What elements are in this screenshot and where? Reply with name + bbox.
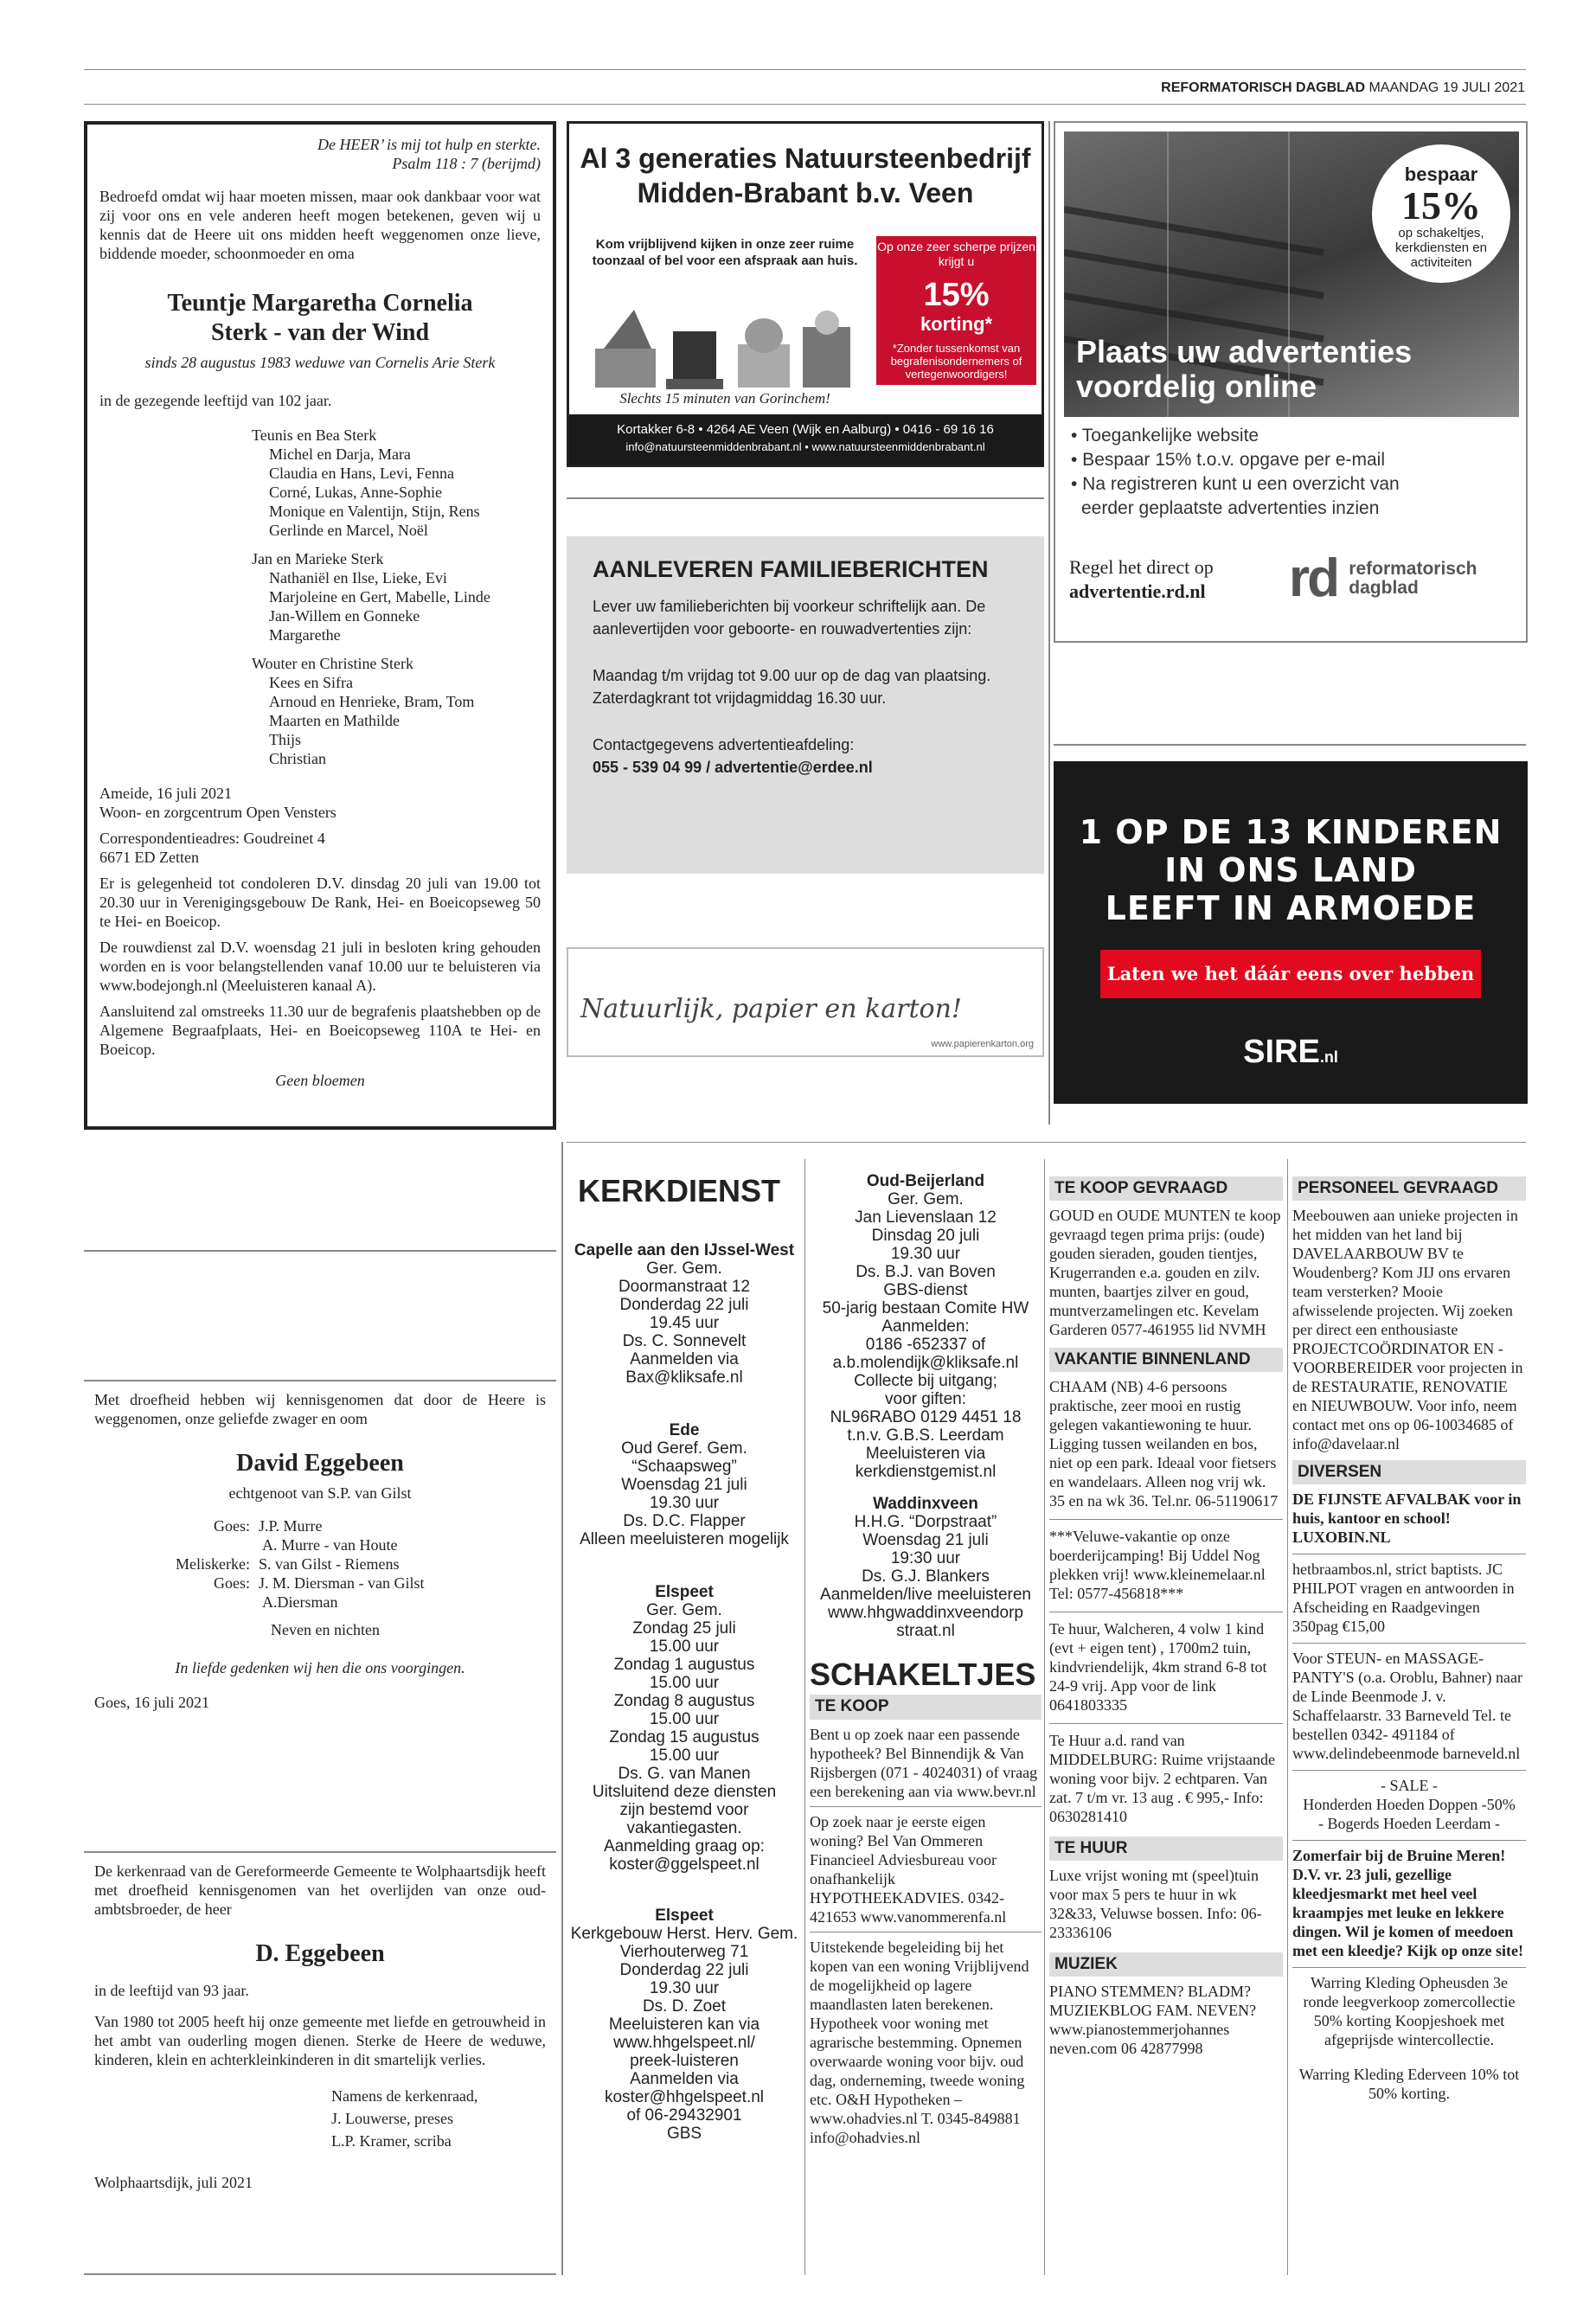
ad-stone-left: Kom vrijblijvend kijken in onze zeer ruime toonzaal of bel voor een afspraak aan huis. [592,237,858,268]
relative-row: Goes: J. M. Diersman - van Gilst [214,1574,425,1592]
ad-linde: Voor STEUN- en MASSAGE-PANTY'S (o.a. Oroblu, Bahner) naar de Linde Beenmode J. v. Schaffelaarstr. 33 Barneveld Tel. te bestellen 0342- 491184 of www.delindebeenmode barneveld.nl [1292,1650,1523,1762]
ann3-name: D. Eggebeen [255,1940,385,1967]
family-line: Arnoud en Henrieke, Bram, Tom [269,693,475,710]
schakel-ad: Bent u op zoek naar een passende hypotheek? Bel Binnendijk & Van Rijsbergen (071 - 4024031) of vraag een berekening aan via www.bevr.nl [810,1725,1038,1800]
ad-goud: GOUD en OUDE MUNTEN te koop gevraagd tegen prima prijs: (oude) gouden sieraden, gouden tientjes, Krugerranden e.a. gouden en zilv. munten, baartjes zilver en goud, muntverzamelingen etc. Kevelam Garderen 0577-461955 lid NVMH [1049,1207,1281,1338]
church-service: Capelle aan den IJssel-West Ger. Gem. Doormanstraat 12 Donderdag 22 juli 19.45 uur Ds. C. Sonnevelt Aanmelden via Bax@kliksafe.nl [574,1241,795,1387]
schakel-ad: Uitstekende begeleiding bij het kopen van een woning Vrijblijvend de mogelijkheid op lagere maandlasten laten berekenen. Hypotheek voor woning met agrarische bestemming. Opnemen overwaarde woning voor bijv. oud dag, onderneming, tweede woning etc. O&H Hypotheken – www.ohadvies.nl T. 0345-849881 info@ohadvies.nl [810,1938,1029,2146]
correspondence-postcode: 6671 ED Zetten [99,849,199,866]
ad-zomerfair: Zomerfair bij de Bruine Meren! D.V. vr. 23 juli, gezellige kleedjesmarkt met heel veel kraampjes met leuke en lekkere dingen. Wil je komen of meedoen met een kleedje? Kijk op onze site! [1292,1847,1523,1959]
church-service: Ede Oud Geref. Gem. “Schaapsweg” Woensdag 21 juli 19.30 uur Ds. D.C. Flapper Alleen meeluisteren mogelijk [580,1421,789,1548]
rd-logo: rd reformatorisch dagblad [1289,548,1477,608]
family-line: Jan-Willem en Gonneke [269,607,420,625]
family-line: Marjoleine en Gert, Mabelle, Linde [269,588,490,606]
family-line: Monique en Valentijn, Stijn, Rens [269,503,480,520]
savings-circle: bespaar 15% op schakeltjes, kerkdiensten en activiteiten [1372,144,1510,283]
church-service: Elspeet Kerkgebouw Herst. Herv. Gem. Vierhouterweg 71 Donderdag 22 juli 19.30 uur Ds. D. Zoet Meeluisteren kan via www.hhgelspeet.nl/ preek-luisteren Aanmelden via koster@hhgelspeet.nl of 06-29432901 GBS [570,1907,798,2143]
church-service: Elspeet Ger. Gem. Zondag 25 juli 15.00 uur Zondag 1 augustus 15.00 uur Zondag 8 augustus 15.00 uur Zondag 15 augustus 15.00 uur Ds. G. van Manen Uitsluitend deze diensten zijn bestemd voor vakantiegasten. Aanmelding graag op: koster@ggelspeet.nl [592,1583,777,1874]
papier-slogan: Natuurlijk, papier en karton! [580,994,962,1024]
ad-veluwe: ***Veluwe-vakantie op onze boerderijcamping! Bij Uddel Nog plekken vrij! www.kleinemelaar.nl Tel: 0577-456818*** [1049,1528,1266,1602]
ad-stone-gorinchem: Slechts 15 minuten van Gorinchem! [619,390,830,407]
classifieds-col3 [1049,1176,1283,2058]
ad-braambos: hetbraambos.nl, strict baptists. JC PHILPOT vragen en antwoorden in Afscheiding en Raadgevingen 350pag €15,00 [1292,1561,1515,1635]
correspondence: Correspondentieadres: Goudreinet 4 [99,830,325,847]
ann2-intro: Met droefheid hebben wij kennisgenomen dat door de Heere is weggenomen, onze geliefde zwager en oom [94,1391,546,1427]
family-line: Teunis en Bea Sterk [252,426,377,444]
paper-name: REFORMATORISCH DAGBLAD [1161,80,1366,95]
papier-url: www.papierenkarton.org [931,1039,1034,1049]
ann2-spouse: echtgenoot van S.P. van Gilst [228,1484,412,1502]
burial-text: Aansluitend zal omstreeks 11.30 uur de begrafenis plaatshebben op de Algemene Begraafplaats, Hei- en Boeicopseweg 110A te Hei- en Boeicop. [99,1003,541,1058]
ann3-text: Van 1980 tot 2005 heeft hij onze gemeente met liefde en getrouwheid in het ambt van ouderling mogen dienen. Sterke de Heere de weduwe, kinderen, klein en achterkleinkinderen in dit smartelijk verlies. [94,2013,546,2068]
page-header [1161,80,1525,96]
family-line: Michel en Darja, Mara [269,445,411,463]
relative-row: A.Diersman [262,1593,338,1611]
vakantie-header: VAKANTIE BINNENLAND [1049,1348,1283,1372]
col-divider-3 [1044,1159,1045,2275]
verse: De HEER’ is mij tot hulp en sterkte. [317,136,541,153]
age-text: in de gezegende leeftijd van 102 jaar. [99,392,332,409]
intro-text: Bedroefd omdat wij haar moeten missen, maar ook dankbaar voor wat zij voor ons en vele anderen heeft mogen betekenen, geven wij u kennis dat de Heere uit ons midden heeft weggenomen onze lieve, biddende moeder, schoonmoeder en oma [99,188,541,262]
obituary-sterk [84,121,556,1130]
rule-lower [567,1142,1526,1143]
rule-mid [567,497,1044,499]
ad-papier-karton [567,947,1044,1057]
sire-button[interactable]: Laten we het dáár eens over hebben [1100,950,1481,998]
ann3-sign: Namens de kerkenraad, J. Louwerse, preses L.P. Kramer, scriba [331,2087,478,2150]
obituary-kerkenraad [84,1851,556,2275]
church-service: Oud-Beijerland Ger. Gem. Jan Lievenslaan 12 Dinsdag 20 juli 19.30 uur Ds. B.J. van Boven GBS-dienst 50-jarig bestaan Comite HW Aanmelden: 0186 -652337 of a.b.molendijk@kliksafe.nl Collecte bij uitgang; voor giften: NL96RABO 0129 4451 18 t.n.v. G.B.S. Leerdam Meeluisteren via kerkdienstgemist.nl [822,1172,1029,1481]
church-image [1064,131,1519,417]
muziek-header: MUZIEK [1049,1952,1283,1977]
ann2-relatives [94,1516,546,1612]
family-line [252,644,541,654]
verse-ref: Psalm 118 : 7 (berijmd) [392,155,541,172]
ad-piano: PIANO STEMMEN? BLADM? MUZIEKBLOG FAM. NEVEN? www.pianostemmerjohannes neven.com 06 42877998 [1049,1983,1257,2057]
ann3-intro: De kerkenraad van de Gereformeerde Gemeente te Wolphaartsdijk heeft met droefheid kennisgenomen van het overlijden van onze oud-ambtsbroeder, de heer [94,1862,546,1918]
family-line: Corné, Lukas, Anne-Sophie [269,484,442,501]
col-divider-1 [561,1142,563,2275]
family-line: Nathaniël en Ilse, Lieke, Evi [269,569,447,586]
relative-row: A. Murre - van Houte [262,1536,398,1554]
ad-middelburg: Te Huur a.d. rand van MIDDELBURG: Ruime vrijstaande woning voor bijv. 2 echtparen. Van zat. 7 t/m vr. 13 aug . € 995,- Info: 0630281410 [1049,1732,1275,1825]
place-date: Ameide, 16 juli 2021 [99,785,232,802]
ann2-name: David Eggebeen [236,1450,404,1477]
schakeltjes-title: SCHAKELTJES [810,1657,1036,1692]
ad-chaam: CHAAM (NB) 4-6 persoons praktische, zeer mooi en rustig gelegen vakantiewoning te huur. Ligging tussen weilanden en bos, niet op een park. Ideaal voor fietsers en wandelaars. Alleen nog vrij wk. 35 en na wk 36. Tel.nr. 06-51190617 [1049,1378,1279,1509]
ad-natuursteen [567,121,1044,467]
ann3-age: in de leeftijd van 93 jaar. [94,1982,249,1999]
sire-logo: SIRE.nl [1243,1034,1338,1070]
widow-note: sinds 28 augustus 1983 weduwe van Cornelis Arie Sterk [144,354,496,371]
classifieds-col4 [1292,1176,1526,2103]
schakel-tekoop-header: TE KOOP [810,1695,1042,1720]
no-flowers: Geen bloemen [275,1072,365,1089]
col-divider-4 [1287,1159,1288,2275]
ad-luxobin: DE FIJNSTE AFVALBAK voor in huis, kantoor en school! LUXOBIN.NL [1292,1490,1522,1546]
sire-headline: 1 OP DE 13 KINDEREN IN ONS LAND LEEFT IN ARMOEDE [1079,813,1503,927]
aanleveren-title: AANLEVEREN FAMILIEBERICHTEN [593,556,989,582]
ann3-place: Wolphaartsdijk, juli 2021 [94,2174,253,2191]
family-line: Claudia en Hans, Levi, Fenna [269,465,454,482]
family-list [99,426,541,768]
gravestones-image [586,297,863,392]
family-line: Wouter en Christine Sterk [252,655,414,672]
family-line: Kees en Sifra [269,674,353,691]
header-rule [84,104,1526,105]
care-home: Woon- en zorgcentrum Open Vensters [99,804,337,821]
rd-site-link[interactable]: advertentie.rd.nl [1069,580,1206,602]
ann2-place: Goes, 16 juli 2021 [94,1694,209,1711]
relative-row: Goes: J.P. Murre [214,1517,323,1535]
rd-bullets: • Toegankelijke website • Bespaar 15% t.o.v. opgave per e-mail • Na registreren kunt u een overzicht van eerder geplaatste advertenties inzien [1071,426,1400,518]
te-koop-gevraagd-header: TE KOOP GEVRAAGD [1049,1176,1283,1201]
condolence-text: Er is gelegenheid tot condoleren D.V. dinsdag 20 juli van 19.00 tot 20.30 uur in Verenigingsgebouw De Rank, Hei- en Boeicopseweg 50 te Hei- en Boeicop. [99,875,541,930]
col-divider-2 [1048,121,1050,1125]
service-text: De rouwdienst zal D.V. woensdag 21 juli in besloten kring gehouden worden en is voor belangstellenden vanaf 10.00 uur te beluisteren via www.bodejongh.nl (Meeluisteren kanaal A). [99,939,541,994]
family-line: Maarten en Mathilde [269,712,400,729]
aanleveren-box: AANLEVEREN FAMILIEBERICHTEN Lever uw familieberichten bij voorkeur schriftelijk aan. De aanlevertijden voor geboorte- en rouwadvertenties zijn: Maandag t/m vrijdag tot 9.00 uur op de dag van plaatsing. Zaterdagkrant tot vrijdagmiddag 16.30 uur. Contactgegevens advertentieafdeling: 055 - 539 04 99 / advertentie@erdee.nl [567,536,1044,874]
personeel-header: PERSONEEL GEVRAAGD [1292,1176,1526,1201]
family-line [252,540,541,549]
ad-rd-online [1054,121,1528,643]
ad-luxe: Luxe vrijst woning mt (speel)tuin voor max 5 pers te huur in wk 32&33, Veluwse bossen. Info: 06-23336106 [1049,1867,1262,1941]
diversen-header: DIVERSEN [1292,1460,1526,1484]
ad-warring-ederveen: Warring Kleding Ederveen 10% tot 50% korting. [1298,2066,1520,2102]
schakel-ad: Op zoek naar je eerste eigen woning? Bel Van Ommeren Financieel Adviesbureau voor onafhankelijk HYPOTHEEKADVIES. 0342-421653 www.vanommerenfa.nl [810,1812,1007,1926]
rd-regel: Regel het direct op advertentie.rd.nl [1069,556,1214,602]
deceased-name: Teuntje Margaretha Cornelia Sterk - van der Wind [167,290,473,346]
ad-sale: - SALE - Honderden Hoeden Doppen -50% - Bogerds Hoeden Leerdam - [1303,1777,1516,1832]
ad-walcheren: Te huur, Walcheren, 4 volw 1 kind (evt + eigen tent) , 1700m2 tuin, kindvriendelijk, 4km strand 6-8 tot 24-9 vrij. App voor de link 0641803335 [1049,1620,1267,1714]
te-huur-header: TE HUUR [1049,1836,1283,1861]
rule-right [1054,744,1526,746]
ad-stone-red: Op onze zeer scherpe prijzen krijgt u 15% korting* *Zonder tussenkomst van begrafenisondernemers of vertegenwoordigers! [876,236,1036,385]
ad-stone-footer: Kortakker 6-8 • 4264 AE Veen (Wijk en Aalburg) • 0416 - 69 16 16 info@natuursteenmiddenbrabant.nl • www.natuursteenmiddenbrabant.nl [569,414,1042,465]
rule-left-1 [84,1250,556,1252]
family-line: Thijs [269,731,302,748]
top-rule [84,69,1526,70]
family-line: Jan en Marieke Sterk [252,550,384,567]
family-line: Margarethe [269,626,341,644]
schakeltjes-block [810,1657,1042,2147]
church-service: Waddinxveen H.H.G. “Dorpstraat” Woensdag 21 juli 19:30 uur Ds. G.J. Blankers Aanmelden/live meeluisteren www.hhgwaddinxveendorp straat.nl [820,1495,1031,1640]
family-line: Christian [269,750,326,767]
kerkdienst-col2 [808,1172,1043,1640]
rd-headline: Plaats uw advertenties voordelig online [1076,334,1413,404]
obituary-eggebeen [84,1380,556,1726]
ad-davelaar: Meebouwen aan unieke projecten in het midden van het land bij DAVELAARBOUW BV te Woudenberg? Kom JIJ ons ervaren team versterken? Mooie afwisselende projecten. Wij zoeken per direct een enthousiaste PROJECTCOÖRDINATOR EN -VOORBEREIDER voor projecten in de RESTAURATIE, RENOVATIE en NIEUWBOUW. Voor info, neem contact met ons op 06-10034685 of info@davelaar.nl [1292,1207,1523,1452]
kerkdienst-title: KERKDIENST [578,1173,781,1208]
family-line: Gerlinde en Marcel, Noël [269,522,428,539]
kerkdienst-col1 [567,1241,802,2143]
ad-stone-title: Al 3 generaties Natuursteenbedrijf Midden-Brabant b.v. Veen [580,143,1031,208]
header-date: MAANDAG 19 JULI 2021 [1368,80,1525,95]
col-divider-k [804,1159,805,2275]
relative-row: Meliskerke: S. van Gilst - Riemens [176,1555,400,1573]
ann2-neven: Neven en nichten [271,1621,380,1638]
ad-warring-opheusden: Warring Kleding Opheusden 3e ronde leegverkoop zomercollectie 50% korting Koopjeshoek met afgeprijsde wintercollectie. [1303,1974,1516,2048]
ann2-memory: In liefde gedenken wij hen die ons voorgingen. [175,1659,465,1676]
ad-sire [1054,761,1528,1104]
